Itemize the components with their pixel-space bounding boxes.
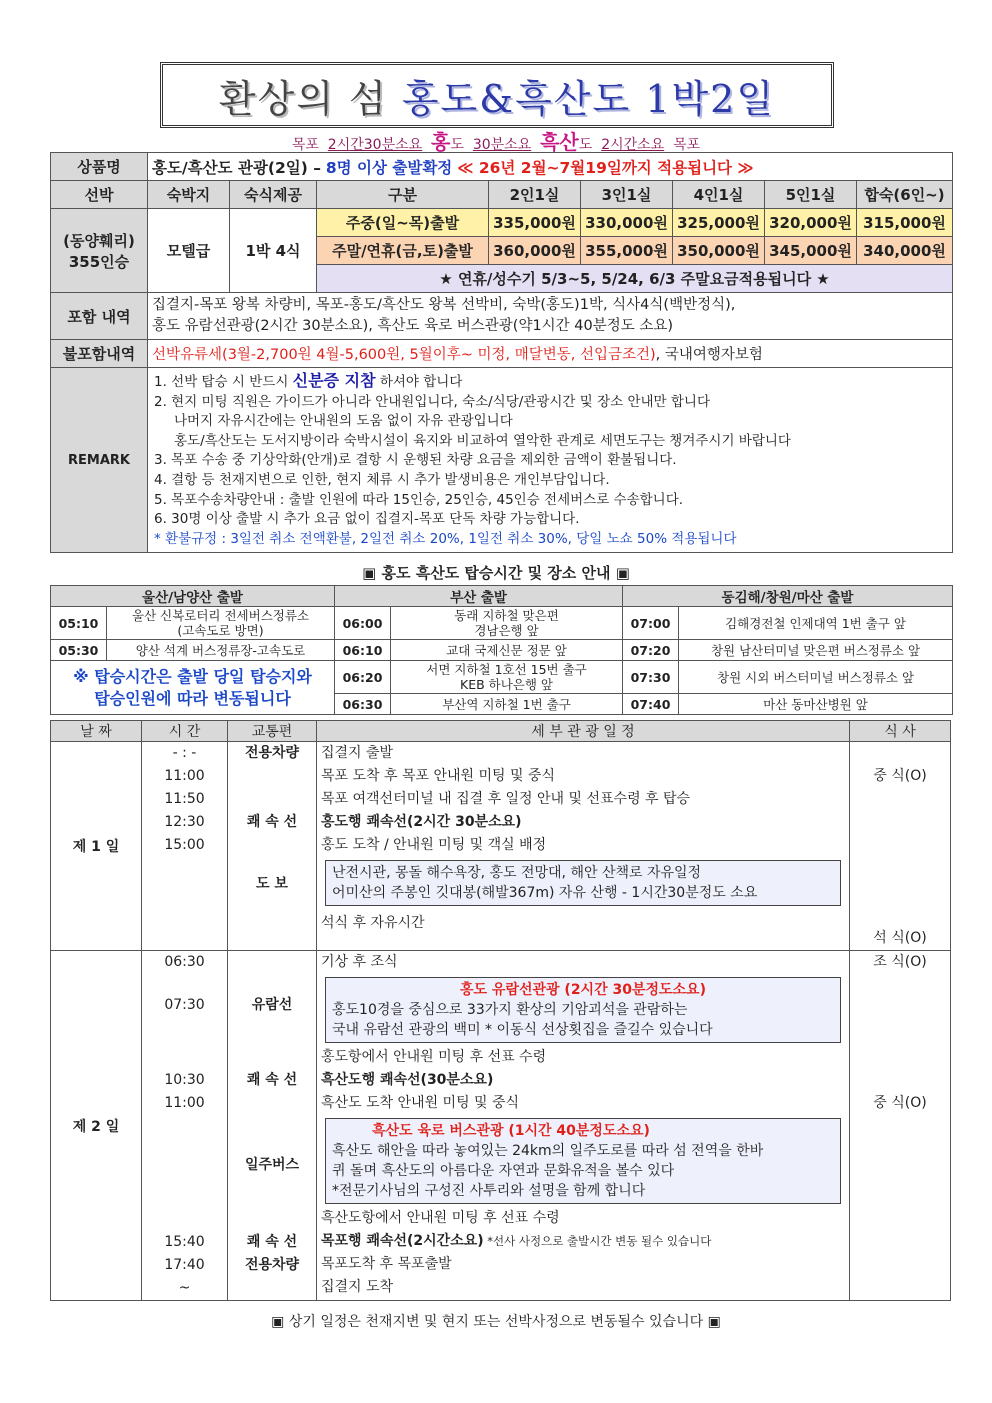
day1-line-5: 홍도 도착 / 안내원 미팅 및 객실 배정 [321,837,547,853]
day1-time-2: 11:00 [164,768,205,784]
day1-transport [228,742,317,951]
day2-label: 제 2 일 [51,951,142,1301]
busan-place-4: 부산역 지하철 1번 출구 [391,694,623,715]
route-time-3: 2시간소요 [601,137,665,153]
product-name-main: 홍도/흑산도 관광(2일) – [152,158,321,177]
sched-h-meal: 식 사 [850,721,951,742]
busan-place-3: 서면 지하철 1호선 15번 출구 KEB 하나은행 앞 [391,661,623,694]
weekend-price-6: 340,000원 [857,237,953,265]
remark-3: 3. 목포 수송 중 기상악화(안개)로 결항 시 운행된 차량 요금을 제외한 금액이 환불됩니다. [154,452,677,469]
title-part1: 환상의 섬 [218,76,388,121]
busan-time-1: 06:00 [335,607,391,640]
day2-line-6-note: *선사 사정으로 출발시간 변동 될수 있습니다 [483,1234,712,1248]
day2-time-2: 07:30 [164,997,205,1013]
day1-meal-lunch: 중 식(O) [873,768,927,784]
weekday-price-3: 330,000원 [581,209,673,237]
meal-value: 1박 4식 [230,209,317,293]
weekend-label: 주말/연휴(금,토)출발 [317,237,489,265]
day1-meals [850,742,951,951]
day2-meal-breakfast: 조 식(O) [873,954,927,970]
sched-h-time: 시 간 [142,721,228,742]
footer-note: ▣ 상기 일정은 천재지변 및 현지 또는 선박사정으로 변동될수 있습니다 ▣ [271,1314,721,1330]
ulsan-time-1: 05:10 [51,607,107,640]
exclude-content [148,340,953,368]
day1-label: 제 1 일 [51,742,142,951]
day2-line-1: 기상 후 조식 [321,954,398,970]
day1-time-3: 11:50 [164,791,205,807]
product-table [50,152,953,553]
day2-line-4: 흑산도 도착 안내원 미팅 및 중식 [321,1095,520,1111]
remark-1 [154,371,946,393]
day2-time-5: 15:40 [164,1234,205,1250]
day2-times [142,951,228,1301]
remark-5: 5. 목포수송차량안내 : 출발 인원에 따라 15인승, 25인승, 45인승 전세버스로 수송합니다. [154,491,684,508]
sched-h-transport: 교통편 [228,721,317,742]
busan-time-3: 06:20 [335,661,391,694]
day2-time-1: 06:30 [164,954,205,970]
day1-line-4: 홍도행 쾌속선(2시간 30분소요) [321,814,522,830]
day1-line-3: 목포 여객선터미널 내 집결 후 일정 안내 및 선표수령 후 탑승 [321,791,691,807]
weekend-price-3: 355,000원 [581,237,673,265]
day2-line-5: 흑산도항에서 안내원 미팅 후 선표 수령 [321,1210,560,1226]
col-room-5: 5인1실 [765,181,857,209]
remark-2b: 나머지 자유시간에는 안내원의 도움 없이 자유 관광입니다 [174,413,513,430]
col-ship: 선박 [51,181,148,209]
day1-time-1: - : - [172,745,197,761]
day2-line-2: 홍도항에서 안내원 미팅 후 선표 수령 [321,1049,547,1065]
weekend-price-2: 360,000원 [489,237,581,265]
exclude-fuel-tax: 선박유류세(3월-2,700원 4월-5,600원, 5월이후~ 미정, 매달변동, 선입금조건) [152,347,656,363]
remark-content [148,368,953,553]
route-time-1: 2시간30분소요 [327,137,423,153]
col-gimhae: 동김해/창원/마산 출발 [623,586,953,607]
include-line-1: 집결지-목포 왕복 차량비, 목포-홍도/흑산도 왕복 선박비, 숙박(홍도)1박, 식사4식(백반정식), [152,297,736,313]
route-line [0,126,992,155]
col-meal: 숙식제공 [230,181,317,209]
route-mokpo-end: 목포 [673,137,701,153]
gimhae-time-1: 07:00 [623,607,679,640]
weekday-price-5: 320,000원 [765,209,857,237]
product-min-pax: 8명 이상 출발확정 [325,158,453,177]
route-mokpo: 목포 [291,137,319,153]
col-room-6: 합숙(6인~) [857,181,953,209]
day2-line-6-main: 목포행 쾌속선(2시간소요) [321,1233,484,1249]
day1-line-2: 목포 도착 후 목포 안내원 미팅 및 중식 [321,768,556,784]
route-do-1: 도 [450,137,464,153]
busan-place-2: 교대 국제신문 정문 앞 [391,640,623,661]
weekday-price-6: 315,000원 [857,209,953,237]
gimhae-time-2: 07:20 [623,640,679,661]
day2-meal-lunch: 중 식(O) [873,1095,927,1111]
day2-cruise-line-1: 홍도10경을 중심으로 33가지 환상의 기암괴석을 관람하는 [332,1002,688,1018]
col-room-3: 3인1실 [581,181,673,209]
weekend-price-5: 345,000원 [765,237,857,265]
remark-2c: 홍도/흑산도는 도서지방이라 숙박시설이 육지와 비교하여 열악한 관계로 세면도구는 챙겨주시기 바랍니다 [174,432,791,449]
day2-trans-ferry-1: 쾌 속 선 [246,1072,298,1088]
day2-time-4: 11:00 [164,1095,205,1111]
weekday-label: 주중(일~목)출발 [317,209,489,237]
day1-times [142,742,228,951]
col-lodge: 숙박지 [148,181,230,209]
weekday-price-4: 325,000원 [673,209,765,237]
route-heuksan: 흑산 [540,130,579,154]
day2-meals [850,951,951,1301]
day2-bus-box [325,1118,841,1204]
ulsan-time-2: 05:30 [51,640,107,661]
ship-value: (동양훼리) 355인승 [51,209,148,293]
day2-transport [228,951,317,1301]
col-room-4: 4인1실 [673,181,765,209]
gimhae-place-4: 마산 동마산병원 앞 [679,694,953,715]
day2-cruise-box [325,977,841,1043]
route-time-2: 30분소요 [472,137,532,153]
product-name [148,153,953,181]
product-period: ≪ 26년 2월~7월19일까지 적용됩니다 ≫ [457,158,754,177]
col-type: 구분 [317,181,489,209]
day2-line-8: 집결지 도착 [321,1279,394,1295]
gimhae-time-4: 07:40 [623,694,679,715]
day2-time-3: 10:30 [164,1072,205,1088]
day2-trans-ferry-2: 쾌 속 선 [246,1234,298,1250]
lodge-value: 모텔급 [148,209,230,293]
busan-time-4: 06:30 [335,694,391,715]
day1-trans-ferry: 쾌 속 선 [246,814,298,830]
col-busan: 부산 출발 [335,586,623,607]
ulsan-place-2: 양산 석계 버스정류장-고속도로 [107,640,335,661]
day1-free-box [325,860,841,906]
day1-meal-dinner: 석 식(O) [873,930,927,946]
gimhae-place-3: 창원 시외 버스터미널 버스정류소 앞 [679,661,953,694]
include-label: 포함 내역 [51,293,148,340]
exclude-label: 불포함내역 [51,340,148,368]
day2-trans-bus: 전용차량 [244,1257,300,1273]
remark-refund: * 환불규정 : 3일전 취소 전액환불, 2일전 취소 20%, 1일전 취소 30%, 당일 노쇼 50% 적용됩니다 [154,530,737,547]
day1-box-line-1: 난전시관, 몽돌 해수욕장, 홍도 전망대, 해안 산책로 자유일정 [332,865,702,881]
schedule-table [50,720,951,1301]
busan-place-1: 동래 지하철 맞은편 경남은행 앞 [391,607,623,640]
day1-trans-walk: 도 보 [256,876,288,892]
day1-time-4: 12:30 [164,814,205,830]
weekday-price-2: 335,000원 [489,209,581,237]
remark-id-required: 신분증 지참 [292,371,376,390]
include-content [148,293,953,340]
day2-trans-cruise: 유람선 [251,997,293,1013]
day2-bus-title: 흑산도 육로 버스관광 (1시간 40분정도소요) [372,1123,650,1139]
route-do-2: 도 [578,137,593,153]
day2-time-6: 17:40 [164,1257,205,1273]
day2-line-6 [321,1230,845,1253]
gimhae-place-1: 김해경전철 인제대역 1번 출구 앞 [679,607,953,640]
day1-line-last: 석식 후 자유시간 [321,915,425,931]
day2-bus-line-3: *전문기사님의 구성진 사투리와 설명을 함께 합니다 [332,1183,646,1199]
day2-cruise-title: 홍도 유람선관광 (2시간 30분정도소요) [460,982,706,998]
include-line-2: 홍도 유람선관광(2시간 30분소요), 흑산도 육로 버스관광(약1시간 40분정도 소요) [152,318,674,334]
remark-label: REMARK [51,368,148,553]
gimhae-time-3: 07:30 [623,661,679,694]
boarding-title: ▣ 홍도 흑산도 탑승시간 및 장소 안내 ▣ [362,564,630,582]
col-ulsan: 울산/남양산 출발 [51,586,335,607]
day2-bus-line-1: 흑산도 해안을 따라 놓여있는 24km의 일주도로를 따라 섬 전역을 한바 [332,1143,764,1159]
remark-4: 4. 결항 등 천재지변으로 인한, 현지 체류 시 추가 발생비용은 개인부담입니다. [154,471,610,488]
day1-time-5: 15:00 [164,837,205,853]
busan-time-2: 06:10 [335,640,391,661]
day2-cruise-line-2: 국내 유람선 관광의 백미 * 이동식 선상횟집을 즐길수 있습니다 [332,1022,713,1038]
day1-detail [317,742,850,951]
title-banner [160,62,834,128]
day1-line-1: 집결지 출발 [321,745,394,761]
remark-1-c: 하셔야 합니다 [375,374,463,390]
title-part2: 홍도&흑산도 1박2일 [401,76,776,121]
boarding-note: ※ 탑승시간은 출발 당일 탑승지와 탑승인원에 따라 변동됩니다 [51,661,335,715]
peak-season-note: ★ 연휴/성수기 5/3~5, 5/24, 6/3 주말요금적용됩니다 ★ [317,265,953,293]
exclude-insurance: , 국내여행자보험 [655,347,763,363]
sched-h-detail: 세 부 관 광 일 정 [317,721,850,742]
day1-trans-bus: 전용차량 [244,745,300,761]
remark-6: 6. 30명 이상 출발 시 추가 요금 없이 집결지-목포 단독 차량 가능합니다. [154,511,580,528]
day1-box-line-2: 어미산의 주봉인 깃대봉(해발367m) 자유 산행 - 1시간30분정도 소요 [332,885,758,901]
product-name-label: 상품명 [51,153,148,181]
day2-detail [317,951,850,1301]
remark-1-a: 1. 선박 탑승 시 반드시 [154,374,293,390]
day2-time-7: ~ [178,1280,191,1296]
ulsan-place-1: 울산 신복로터리 전세버스정류소 (고속도로 방면) [107,607,335,640]
day2-line-7: 목포도착 후 목포출발 [321,1256,452,1272]
gimhae-place-2: 창원 남산터미널 맞은편 버스정류소 앞 [679,640,953,661]
col-room-2: 2인1실 [489,181,581,209]
remark-2: 2. 현지 미팅 직원은 가이드가 아니라 안내원입니다, 숙소/식당/관광시간 및 장소 안내만 합니다 [154,393,710,410]
boarding-table [50,585,953,715]
weekend-price-4: 350,000원 [673,237,765,265]
route-hong: 홍 [431,130,451,154]
day2-bus-line-2: 퀴 돌며 흑산도의 아름다운 자연과 문화유적을 볼수 있다 [332,1163,675,1179]
sched-h-date: 날 짜 [51,721,142,742]
day2-line-3: 흑산도행 쾌속선(30분소요) [321,1072,494,1088]
day2-trans-tourbus: 일주버스 [244,1157,300,1173]
